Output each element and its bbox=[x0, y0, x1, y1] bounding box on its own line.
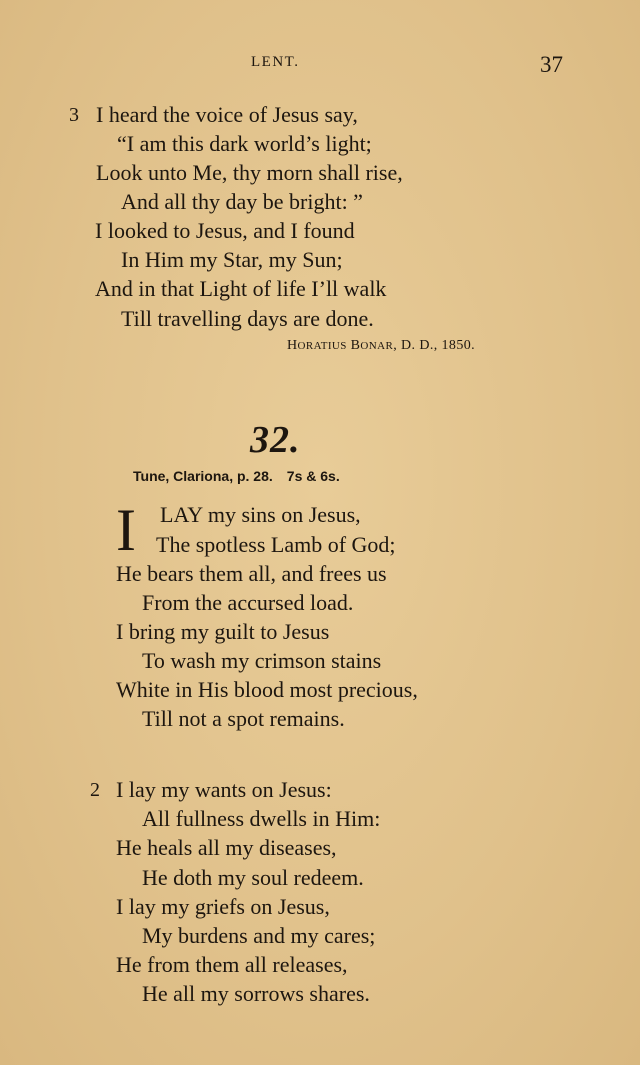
verse-line: My burdens and my cares; bbox=[142, 923, 376, 948]
drop-cap: I bbox=[116, 497, 136, 563]
verse-line: In Him my Star, my Sun; bbox=[121, 247, 343, 272]
verse-line: LAY my sins on Jesus, bbox=[160, 502, 361, 527]
verse-line: From the accursed load. bbox=[142, 590, 354, 615]
verse-line: To wash my crimson stains bbox=[142, 648, 382, 673]
verse-line: He all my sorrows shares. bbox=[142, 981, 370, 1006]
verse-line: I lay my wants on Jesus: bbox=[116, 777, 332, 802]
verse-line: The spotless Lamb of God; bbox=[156, 532, 396, 557]
tune-line bbox=[133, 468, 340, 484]
tune-name: Tune, Clariona, p. 28. bbox=[133, 468, 273, 484]
author-first-initial: H bbox=[287, 338, 298, 353]
verse-line: He from them all releases, bbox=[116, 952, 348, 977]
verse-line: He bears them all, and frees us bbox=[116, 561, 387, 586]
verse-line: I bring my guilt to Jesus bbox=[116, 619, 330, 644]
running-head: LENT. bbox=[251, 54, 300, 70]
verse-line: I looked to Jesus, and I found bbox=[95, 218, 355, 243]
author-last-rest: ONAR bbox=[360, 340, 394, 352]
verse-line: Look unto Me, thy morn shall rise, bbox=[96, 160, 403, 185]
hymn-number: 32. bbox=[250, 419, 301, 461]
verse-line: He doth my soul redeem. bbox=[142, 865, 364, 890]
author-first-rest: ORATIUS bbox=[297, 340, 347, 352]
author-attribution bbox=[287, 338, 475, 354]
verse-line: “I am this dark world’s light; bbox=[117, 131, 372, 156]
verse-line: I heard the voice of Jesus say, bbox=[96, 102, 358, 127]
verse-line: And all thy day be bright: ” bbox=[121, 189, 363, 214]
page-header bbox=[0, 54, 640, 84]
verse-line: He heals all my diseases, bbox=[116, 835, 337, 860]
verse-number: 2 bbox=[90, 779, 100, 801]
page-number: 37 bbox=[540, 52, 563, 77]
verse-line: All fullness dwells in Him: bbox=[142, 806, 381, 831]
verse-line: Till travelling days are done. bbox=[121, 306, 374, 331]
verse-line: White in His blood most precious, bbox=[116, 677, 418, 702]
verse-line: And in that Light of life I’ll walk bbox=[95, 276, 387, 301]
author-suffix: , D. D., 1850. bbox=[393, 338, 476, 353]
meter: 7s & 6s. bbox=[286, 468, 340, 484]
author-last-initial: B bbox=[350, 338, 361, 353]
verse-line: Till not a spot remains. bbox=[142, 706, 345, 731]
verse-number: 3 bbox=[69, 104, 79, 126]
verse-line: I lay my griefs on Jesus, bbox=[116, 894, 330, 919]
